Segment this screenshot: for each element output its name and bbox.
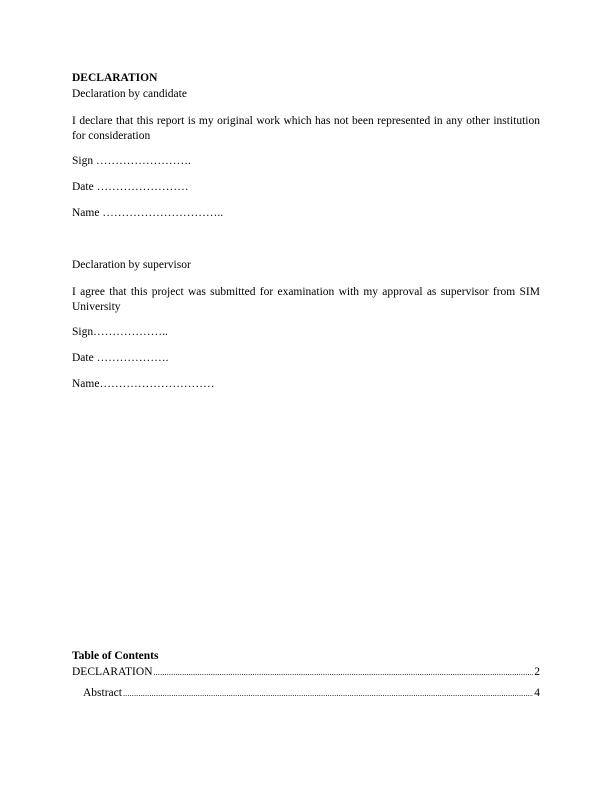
candidate-sign-line: Sign ……………………. [72,155,191,167]
candidate-declaration-title: Declaration by candidate [72,88,187,100]
candidate-name-line: Name ………………………….. [72,207,224,219]
toc-entry-label: Abstract [83,688,122,699]
candidate-date-line: Date …………………… [72,181,189,193]
toc-entry-page: 4 [534,688,540,699]
toc-entry-page: 2 [534,667,540,678]
toc-entry-label: DECLARATION [72,667,153,678]
toc-leader-dots [123,690,533,698]
supervisor-name-line: Name………………………… [72,378,215,390]
supervisor-declaration-title: Declaration by supervisor [72,259,191,271]
candidate-statement: I declare that this report is my original work which has not been represented in any other institution for consideration [72,115,540,142]
toc-entry[interactable] [83,688,540,700]
toc-leader-dots [154,669,534,677]
supervisor-sign-line: Sign……………….. [72,326,168,338]
declaration-heading: DECLARATION [72,72,158,84]
supervisor-statement: I agree that this project was submitted for examination with my approval as supervisor from SIM University [72,286,540,313]
toc-heading: Table of Contents [72,650,159,662]
supervisor-date-line: Date ………………. [72,352,169,364]
toc-entry[interactable] [72,667,540,679]
